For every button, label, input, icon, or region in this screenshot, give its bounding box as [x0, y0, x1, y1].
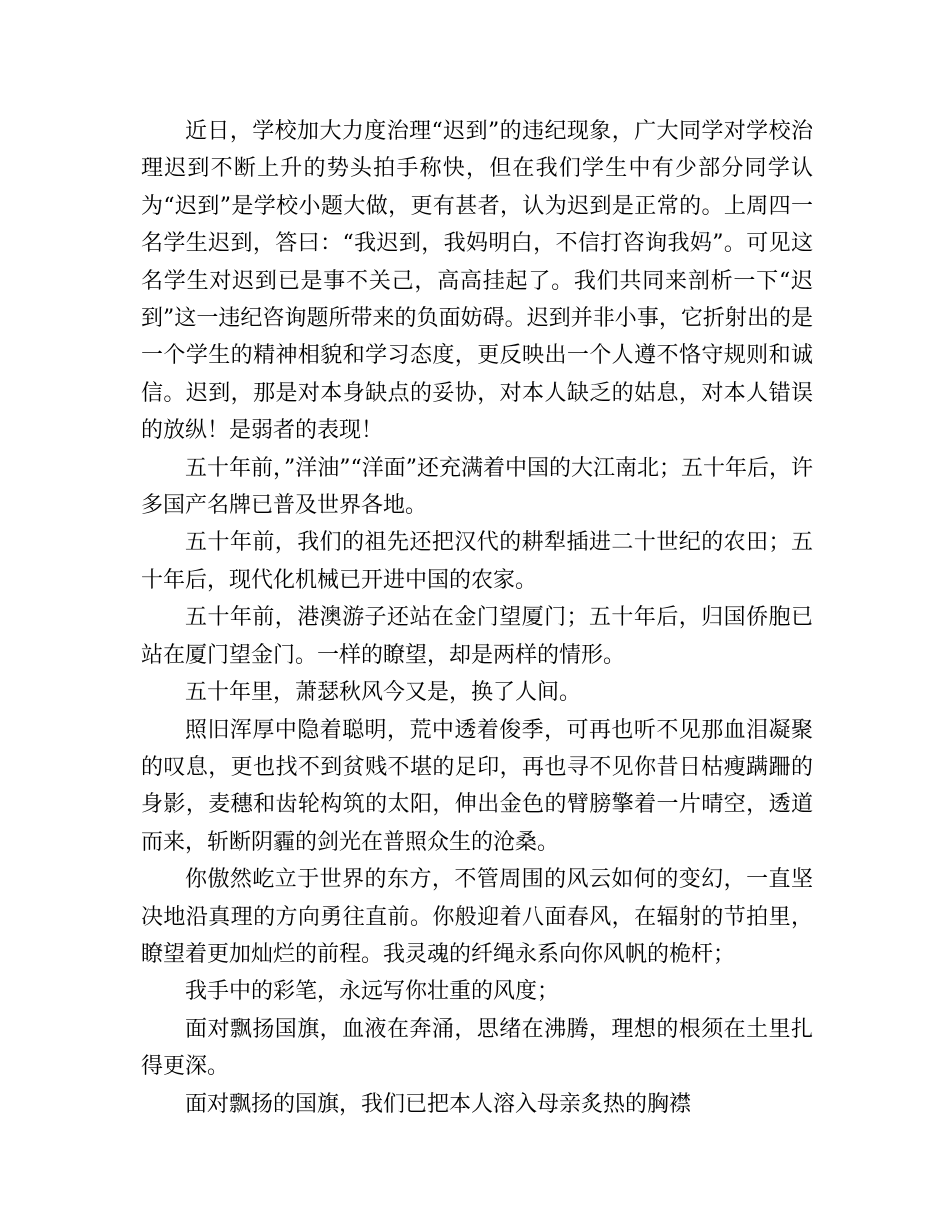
paragraph-2: 五十年前，”洋油”“洋面”还充满着中国的大江南北；五十年后，许多国产名牌已普及世界各地。	[141, 455, 813, 519]
paragraph-9: 面对飘扬国旗，血液在奔涌，思绪在沸腾，理想的根须在土里扎得更深。	[141, 1016, 813, 1080]
paragraph-8: 我手中的彩笔，永远写你壮重的风度；	[185, 979, 560, 1005]
document-body	[141, 113, 813, 1123]
paragraph-4: 五十年前，港澳游子还站在金门望厦门；五十年后，归国侨胞已站在厦门望金门。一样的瞭望，却是两样的情形。	[141, 605, 813, 668]
paragraph-10: 面对飘扬的国旗，我们已把本人溶入母亲炙热的胸襟	[185, 1091, 692, 1117]
paragraph-7: 你傲然屹立于世界的东方，不管周围的风云如何的变幻，一直坚决地沿真理的方向勇往直前。你般迎着八面春风，在辐射的节拍里，瞭望着更加灿烂的前程。我灵魂的纤绳永系向你风帆的桅杆；	[141, 867, 813, 967]
paragraph-3: 五十年前，我们的祖先还把汉代的耕犁插进二十世纪的农田；五十年后，现代化机械已开进中国的农家。	[141, 530, 813, 593]
paragraph-6: 照旧浑厚中隐着聪明，荒中透着俊季，可再也听不见那血泪凝聚的叹息，更也找不到贫贱不堪的足印，再也寻不见你昔日枯瘦蹒跚的身影，麦穗和齿轮构筑的太阳，伸出金色的臂膀擎着一片晴空，透道而来，斩断阴霾的剑光在普照众生的沧桑。	[141, 717, 813, 855]
paragraph-5: 五十年里，萧瑟秋风今又是，换了人间。	[185, 680, 582, 706]
paragraph-1: 近日，学校加大力度治理“迟到”的违纪现象，广大同学对学校治理迟到不断上升的势头拍手称快，但在我们学生中有少部分同学认为“迟到”是学校小题大做，更有甚者，认为迟到是正常的。上周四一名学生迟到，答曰：“我迟到，我妈明白，不信打咨询我妈”。可见这名学生对迟到已是事不关己，高高挂起了。我们共同来剖析一下“迟到”这一违纪咨询题所带来的负面妨碍。迟到并非小事，它折射出的是一个学生的精神相貌和学习态度，更反映出一个人遵不恪守规则和诚信。迟到，那是对本身缺点的妥协，对本人缺乏的姑息，对本人错误的放纵！是弱者的表现！	[141, 119, 813, 444]
